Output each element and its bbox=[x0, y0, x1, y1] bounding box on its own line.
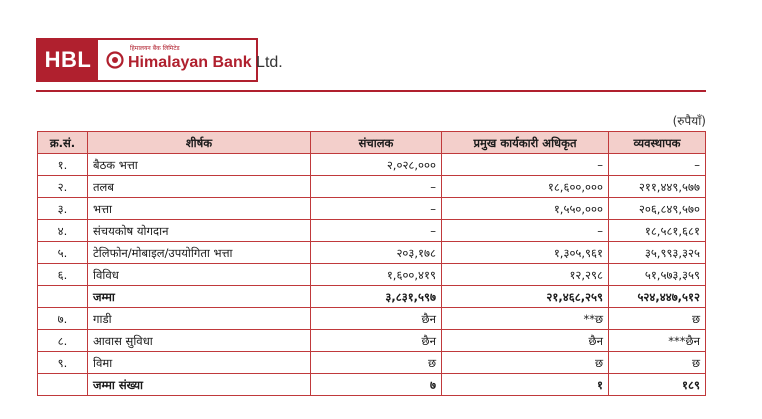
logo-name-main: Himalayan Bank bbox=[128, 54, 252, 71]
cell-directors: २०३,१७८ bbox=[311, 242, 442, 264]
table-row bbox=[38, 154, 706, 176]
cell-managers: ३५,९९३,३२५ bbox=[609, 242, 706, 264]
header-title: शीर्षक bbox=[88, 132, 311, 154]
remuneration-table bbox=[37, 131, 706, 396]
table-total-row bbox=[38, 286, 706, 308]
logo-wordmark bbox=[98, 40, 283, 80]
cell-directors: छ bbox=[311, 352, 442, 374]
table-row bbox=[38, 308, 706, 330]
cell-sn bbox=[38, 374, 88, 396]
header-managers: व्यवस्थापक bbox=[609, 132, 706, 154]
cell-sn: ७. bbox=[38, 308, 88, 330]
cell-sn: २. bbox=[38, 176, 88, 198]
cell-managers: १८९ bbox=[609, 374, 706, 396]
logo-name bbox=[128, 54, 283, 72]
cell-directors: ७ bbox=[311, 374, 442, 396]
cell-directors: – bbox=[311, 176, 442, 198]
cell-sn: ८. bbox=[38, 330, 88, 352]
cell-ceo: २१,४६८,२५९ bbox=[442, 286, 609, 308]
table-row bbox=[38, 176, 706, 198]
cell-managers: – bbox=[609, 154, 706, 176]
cell-ceo: छ bbox=[442, 352, 609, 374]
cell-sn: ९. bbox=[38, 352, 88, 374]
header-directors: संचालक bbox=[311, 132, 442, 154]
cell-directors: – bbox=[311, 220, 442, 242]
cell-directors: – bbox=[311, 198, 442, 220]
table-row bbox=[38, 352, 706, 374]
cell-managers: ***छैन bbox=[609, 330, 706, 352]
cell-title: टेलिफोन/मोबाइल/उपयोगिता भत्ता bbox=[88, 242, 311, 264]
cell-directors: छैन bbox=[311, 330, 442, 352]
cell-title: भत्ता bbox=[88, 198, 311, 220]
cell-sn: १. bbox=[38, 154, 88, 176]
cell-ceo: छैन bbox=[442, 330, 609, 352]
cell-ceo: १,३०५,९६१ bbox=[442, 242, 609, 264]
cell-title: आवास सुविधा bbox=[88, 330, 311, 352]
logo-abbr: HBL bbox=[38, 40, 98, 80]
table-row bbox=[38, 242, 706, 264]
cell-directors: १,६००,४१९ bbox=[311, 264, 442, 286]
cell-ceo: १२,२९८ bbox=[442, 264, 609, 286]
table-row bbox=[38, 198, 706, 220]
cell-sn bbox=[38, 286, 88, 308]
cell-sn: ६. bbox=[38, 264, 88, 286]
cell-sn: ३. bbox=[38, 198, 88, 220]
cell-directors: छैन bbox=[311, 308, 442, 330]
cell-title: तलब bbox=[88, 176, 311, 198]
cell-title: संचयकोष योगदान bbox=[88, 220, 311, 242]
cell-ceo: १,५५०,००० bbox=[442, 198, 609, 220]
cell-title: जम्मा संख्या bbox=[88, 374, 311, 396]
cell-directors: ३,८३१,५९७ bbox=[311, 286, 442, 308]
cell-sn: ४. bbox=[38, 220, 88, 242]
logo-tagline: हिमालयन बैंक लिमिटेड bbox=[130, 45, 180, 52]
cell-ceo: – bbox=[442, 220, 609, 242]
table-total-row bbox=[38, 374, 706, 396]
cell-ceo: **छ bbox=[442, 308, 609, 330]
header-sn: क्र.सं. bbox=[38, 132, 88, 154]
cell-managers: १८,५८१,६८१ bbox=[609, 220, 706, 242]
cell-ceo: १८,६००,००० bbox=[442, 176, 609, 198]
table-row bbox=[38, 220, 706, 242]
table-row bbox=[38, 330, 706, 352]
cell-title: बैठक भत्ता bbox=[88, 154, 311, 176]
cell-managers: ५१,५७३,३५९ bbox=[609, 264, 706, 286]
cell-managers: २०६,८४९,५७० bbox=[609, 198, 706, 220]
bank-logo bbox=[36, 38, 283, 82]
cell-title: विमा bbox=[88, 352, 311, 374]
table-header-row bbox=[38, 132, 706, 154]
logo-name-suffix: Ltd. bbox=[251, 54, 283, 71]
cell-directors: २,०२८,००० bbox=[311, 154, 442, 176]
cell-managers: ५२४,४४७,५१२ bbox=[609, 286, 706, 308]
cell-managers: २११,४४९,५७७ bbox=[609, 176, 706, 198]
header-ceo: प्रमुख कार्यकारी अधिकृत bbox=[442, 132, 609, 154]
cell-managers: छ bbox=[609, 352, 706, 374]
cell-title: जम्मा bbox=[88, 286, 311, 308]
cell-title: गाडी bbox=[88, 308, 311, 330]
bank-emblem-icon bbox=[106, 51, 124, 69]
cell-title: विविध bbox=[88, 264, 311, 286]
cell-sn: ५. bbox=[38, 242, 88, 264]
currency-unit: (रुपैयाँ) bbox=[672, 114, 706, 128]
cell-managers: छ bbox=[609, 308, 706, 330]
table-row bbox=[38, 264, 706, 286]
cell-ceo: १ bbox=[442, 374, 609, 396]
header-divider bbox=[36, 90, 706, 92]
cell-ceo: – bbox=[442, 154, 609, 176]
